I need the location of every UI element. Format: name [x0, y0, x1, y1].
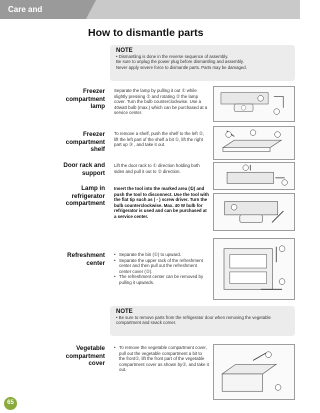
- freezer-lamp-drawing: [214, 87, 294, 121]
- label-line: Door rack and: [63, 162, 105, 169]
- section-text-lamp-refrigerator: Insert the tool into the marked area (①) and push the tool to disconnect. Use the tool with the flat tip such as ( - ) screw driver. Turn the bulb counterclockwise. Max. 40 W bulb for refrigerator is used and can be purchased at a service center.: [114, 186, 209, 219]
- label-line: Lamp in: [81, 185, 105, 192]
- bullet-item: • The refreshment center can be removed by pulling it upwards.: [114, 274, 209, 285]
- bullet-item: • Separate the upper rack of the refreshment center and then pull out the refreshment center cover (②).: [114, 258, 209, 275]
- note-line: compartment and snack corner.: [116, 320, 177, 326]
- freezer-shelf-drawing: [214, 127, 294, 159]
- section-text-freezer-lamp: Separate the lamp by pulling it out ① while slightly pressing ① and rotating ② the lamp cover. Turn the bulb counterclockwise. Use a 40watt bulb (max.) which can be purchased at a service center.: [114, 88, 208, 115]
- section-text-vegetable: [114, 345, 209, 373]
- freezer-lamp-illustration: [213, 86, 295, 122]
- lamp-refrigerator-illustration: [213, 193, 295, 231]
- label-line: Freezer: [82, 88, 105, 95]
- freezer-shelf-illustration: [213, 126, 295, 160]
- page-title: How to dismantle parts: [88, 27, 204, 39]
- section-text-door-rack: Lift the door rack to ① direction holding both sides and pull it out to ② direction.: [114, 163, 200, 174]
- bullet-item: • Separate the bin (①) to upward.: [114, 252, 209, 258]
- section-label-lamp-refrigerator: [15, 185, 105, 208]
- vegetable-cover-drawing: [214, 345, 294, 399]
- bullet-item: • To remove the vegetable compartment cover, pull out the vegetable compartment a bit to the front①, lift the front part of the vegetable compartment cover as shown by②, and take it out.: [114, 345, 209, 373]
- label-line: compartment: [65, 95, 105, 103]
- section-tab: Care and maintenance: [0, 0, 86, 19]
- label-line: Vegetable: [76, 345, 105, 352]
- section-label-freezer-lamp: [15, 88, 105, 111]
- vegetable-cover-illustration: [213, 344, 295, 400]
- note-label: NOTE: [116, 48, 133, 54]
- section-text-freezer-shelf: To remove a shelf, push the shelf to the left ②, lift the left part of the shelf a bit ①, lift the right part up ③ , and take it out.: [114, 131, 205, 147]
- lamp-refrigerator-drawing: [214, 194, 294, 230]
- label-line: shelf: [90, 146, 105, 153]
- note-box-top: [110, 45, 295, 81]
- note-line: • Be sure to remove parts from the refrigerator door when removing the vegetable: [116, 315, 271, 320]
- section-label-freezer-shelf: [15, 131, 105, 154]
- label-line: lamp: [90, 103, 105, 110]
- page-number-badge: 65: [4, 397, 17, 410]
- note-line: Never apply severe force to dismantle parts. Parts may be damaged.: [116, 64, 247, 70]
- door-rack-drawing: [214, 163, 294, 189]
- note-label: NOTE: [116, 309, 133, 315]
- section-label-vegetable: [15, 345, 105, 368]
- refreshment-center-drawing: [214, 239, 294, 299]
- label-line: compartment: [65, 352, 105, 360]
- label-line: compartment: [65, 138, 105, 146]
- label-line: Refreshment: [67, 252, 105, 259]
- door-rack-illustration: [213, 162, 295, 190]
- note-box-bottom: [110, 306, 295, 336]
- section-label-door-rack: [15, 162, 105, 177]
- section-label-refreshment: [15, 252, 105, 267]
- label-line: Freezer: [82, 131, 105, 138]
- note-line: • Dismantling is done in the reverse sequence of assembly.: [116, 54, 229, 59]
- refreshment-center-illustration: [213, 238, 295, 300]
- label-line: center: [86, 259, 105, 267]
- label-line: cover: [88, 360, 105, 367]
- note-line: Be sure to unplug the power plug before dismantling and assembly.: [116, 59, 244, 65]
- label-line: refrigerator: [71, 192, 105, 200]
- label-line: support: [81, 169, 105, 177]
- section-text-refreshment: [114, 252, 209, 285]
- label-line: compartment: [65, 200, 105, 207]
